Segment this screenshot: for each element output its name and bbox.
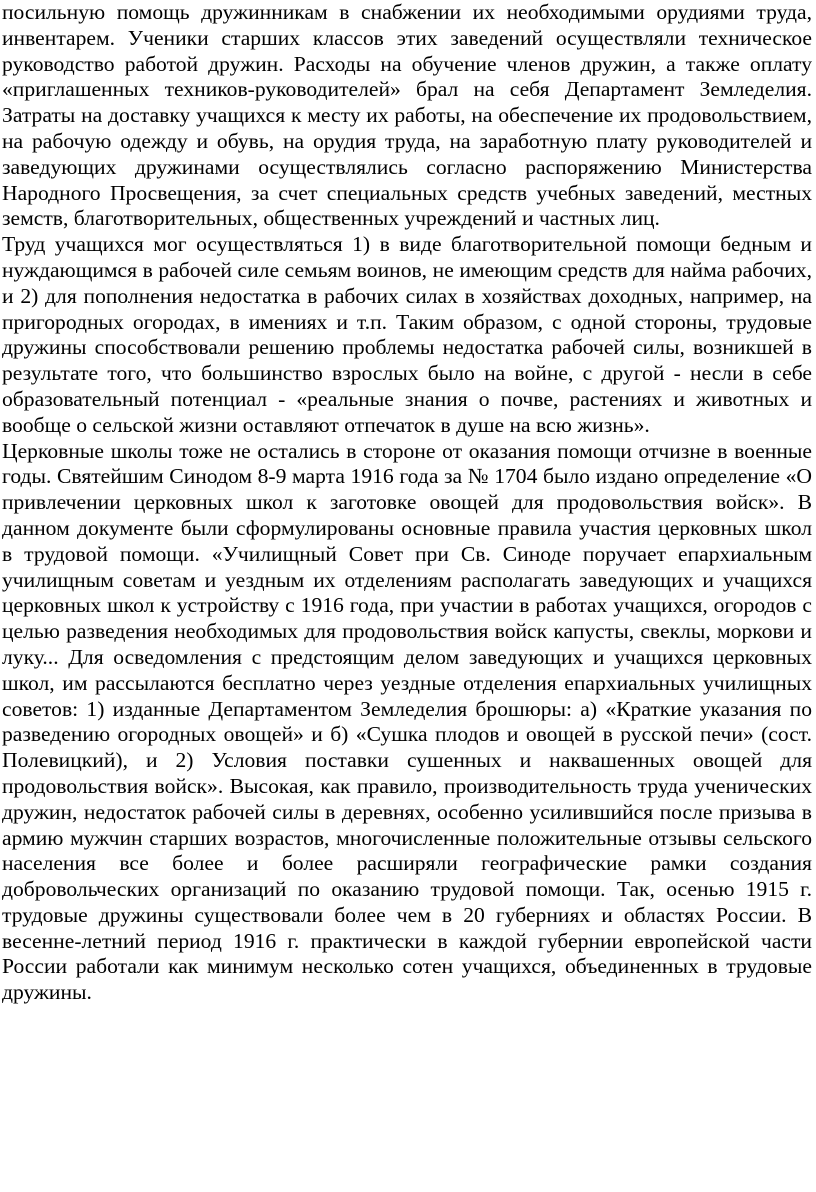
paragraph-student-labor: Труд учащихся мог осуществляться 1) в виде благотворительной помощи бедным и нуждающимся в рабочей силе семьям воинов, не имеющим средств для найма рабочих, и 2) для пополнения недостатка в рабочих силах в хозяйствах доходных, например, на пригородных огородах, в имениях и т.п. Таким образом, с одной стороны, трудовые дружины способствовали решению проблемы недостатка рабочей силы, возникшей в результате того, что большинство взрослых было на войне, с другой - несли в себе образовательный потенциал - «реальные знания о почве, растениях и животных и вообще о сельской жизни оставляют отпечаток в душе на всю жизнь». (2, 232, 812, 437)
paragraph-church-schools: Церковные школы тоже не остались в стороне от оказания помощи отчизне в военные годы. Святейшим Синодом 8-9 марта 1916 года за № 1704 было издано определение «О привлечении церковных школ к заготовке овощей для продовольствия войск». В данном документе были сформулированы основные правила участия церковных школ в трудовой помощи. «Училищный Совет при Св. Синоде поручает епархиальным училищным советам и уездным их отделениям располагать заведующих и учащихся церковных школ к устройству с 1916 года, при участии в работах учащихся, огородов с целью разведения необходимых для продовольствия войск капусты, свеклы, моркови и луку... Для осведомления с предстоящим делом заведующих и учащихся церковных школ, им рассылаются бесплатно через уездные отделения епархиальных училищных советов: 1) изданные Департаментом Земледелия брошюры: а) «Краткие указания по разведению огородных овощей» и б) «Сушка плодов и овощей в русской печи» (сост. Полевицкий), и 2) Условия поставки сушенных и наквашенных овощей для продовольствия войск». Высокая, как правило, производительность труда ученических дружин, недостаток рабочей силы в деревнях, особенно усилившийся после призыва в армию мужчин старших возрастов, многочисленные положительные отзывы сельского населения все более и более расширяли географические рамки создания добровольческих организаций по оказанию трудовой помощи. Так, осенью 1915 г. трудовые дружины существовали более чем в 20 губерниях и областях России. В весенне-летний период 1916 г. практически в каждой губернии европейской части России работали как минимум несколько сотен учащихся, объединенных в трудовые дружины. (2, 438, 812, 1005)
paragraph-funding: посильную помощь дружинникам в снабжении их необходимыми орудиями труда, инвентарем. Ученики старших классов этих заведений осуществляли техническое руководство работой дружин. Расходы на обучение членов дружин, а также оплату «приглашенных техников-руководителей» брал на себя Департамент Земледелия. Затраты на доставку учащихся к месту их работы, на обеспечение их продовольствием, на рабочую одежду и обувь, на орудия труда, на заработную плату руководителей и заведующих дружинами осуществлялись согласно распоряжению Министерства Народного Просвещения, за счет специальных средств учебных заведений, местных земств, благотворительных, общественных учреждений и частных лиц. (2, 0, 812, 231)
